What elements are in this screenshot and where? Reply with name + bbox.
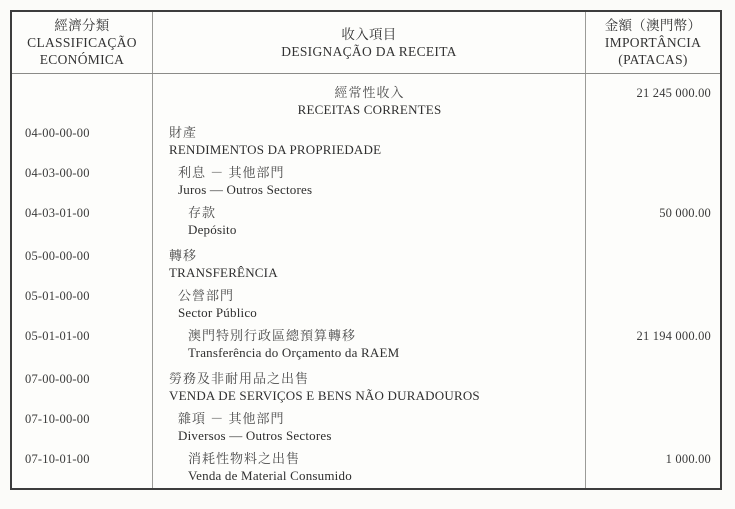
classification-code: 07-10-01-00 <box>25 452 90 466</box>
classification-header-pt-1: CLASSIFICAÇÃO <box>27 35 137 50</box>
table-row-05-01-01-00 <box>12 317 720 360</box>
amount-value <box>586 277 720 317</box>
classification-code: 07-00-00-00 <box>25 372 90 386</box>
table-row-07-00-00-00 <box>12 360 720 403</box>
classification-code: 04-03-01-00 <box>25 206 90 220</box>
table-row-04-00-00-00 <box>12 114 720 157</box>
amount-value: 21 245 000.00 <box>636 86 711 100</box>
amount-value: 50 000.00 <box>659 206 711 220</box>
designation-zh: 公營部門 <box>178 288 235 303</box>
table-row-receitas-correntes <box>12 74 720 117</box>
designation-pt: Juros — Outros Sectores <box>178 182 313 197</box>
designation-header-pt: DESIGNAÇÃO DA RECEITA <box>281 43 457 59</box>
designation-zh: 勞務及非耐用品之出售 <box>169 371 310 386</box>
column-header-classification <box>12 12 152 73</box>
receipt-designation <box>153 317 586 360</box>
receipt-designation <box>153 400 586 443</box>
amount-value <box>586 154 720 194</box>
table-row-07-10-01-00 <box>12 440 720 483</box>
designation-pt: Sector Público <box>178 305 257 320</box>
amount-header-zh: 金額（澳門幣） <box>604 18 702 33</box>
designation-zh: 轉移 <box>169 248 198 263</box>
designation-pt: Venda de Material Consumido <box>188 468 352 483</box>
amount-value <box>586 237 720 277</box>
designation-pt: RENDIMENTOS DA PROPRIEDADE <box>169 142 382 157</box>
table-row-04-03-01-00 <box>12 194 720 237</box>
table-row-07-10-00-00 <box>12 400 720 443</box>
amount-value: 21 194 000.00 <box>636 329 711 343</box>
amount-value: 1 000.00 <box>665 452 711 466</box>
receipt-designation <box>153 154 586 197</box>
classification-code: 04-03-00-00 <box>25 166 90 180</box>
table-row-05-00-00-00 <box>12 237 720 280</box>
designation-pt: VENDA DE SERVIÇOS E BENS NÃO DURADOUROS <box>169 388 480 403</box>
table-body <box>12 74 720 488</box>
table-row-04-03-00-00 <box>12 154 720 197</box>
designation-zh: 財產 <box>169 125 198 140</box>
receipt-designation <box>153 440 586 483</box>
designation-zh: 利息 － 其他部門 <box>178 165 285 180</box>
classification-header-pt-2: ECONÓMICA <box>39 52 125 67</box>
revenue-table <box>10 10 722 490</box>
receipt-designation <box>153 194 586 237</box>
designation-pt: RECEITAS CORRENTES <box>297 102 442 117</box>
classification-header-zh: 經濟分類 <box>54 18 110 33</box>
amount-header-pt-1: IMPORTÂNCIA <box>604 35 702 50</box>
table-row-05-01-00-00 <box>12 277 720 320</box>
classification-code: 05-00-00-00 <box>25 249 90 263</box>
receipt-designation <box>153 114 586 157</box>
classification-code <box>12 74 153 114</box>
column-header-amount <box>586 12 720 73</box>
designation-header-zh: 收入項目 <box>341 26 397 42</box>
amount-value <box>586 360 720 400</box>
amount-value <box>586 114 720 154</box>
receipt-designation <box>153 237 586 280</box>
designation-pt: TRANSFERÊNCIA <box>169 265 278 280</box>
designation-zh: 澳門特別行政區總預算轉移 <box>188 328 357 343</box>
receipt-designation <box>153 74 586 117</box>
amount-value <box>586 400 720 440</box>
designation-pt: Transferência do Orçamento da RAEM <box>188 345 400 360</box>
designation-pt: Depósito <box>188 222 237 237</box>
classification-code: 07-10-00-00 <box>25 412 90 426</box>
designation-zh: 雜項 － 其他部門 <box>178 411 285 426</box>
column-header-designation <box>153 12 585 73</box>
amount-header-pt-2: (PATACAS) <box>618 52 688 67</box>
designation-zh: 消耗性物料之出售 <box>188 451 301 466</box>
classification-code: 05-01-01-00 <box>25 329 90 343</box>
receipt-designation <box>153 277 586 320</box>
designation-zh: 經常性收入 <box>334 85 405 100</box>
designation-pt: Diversos — Outros Sectores <box>178 428 332 443</box>
classification-code: 04-00-00-00 <box>25 126 90 140</box>
receipt-designation <box>153 360 586 403</box>
classification-code: 05-01-00-00 <box>25 289 90 303</box>
designation-zh: 存款 <box>188 205 217 220</box>
